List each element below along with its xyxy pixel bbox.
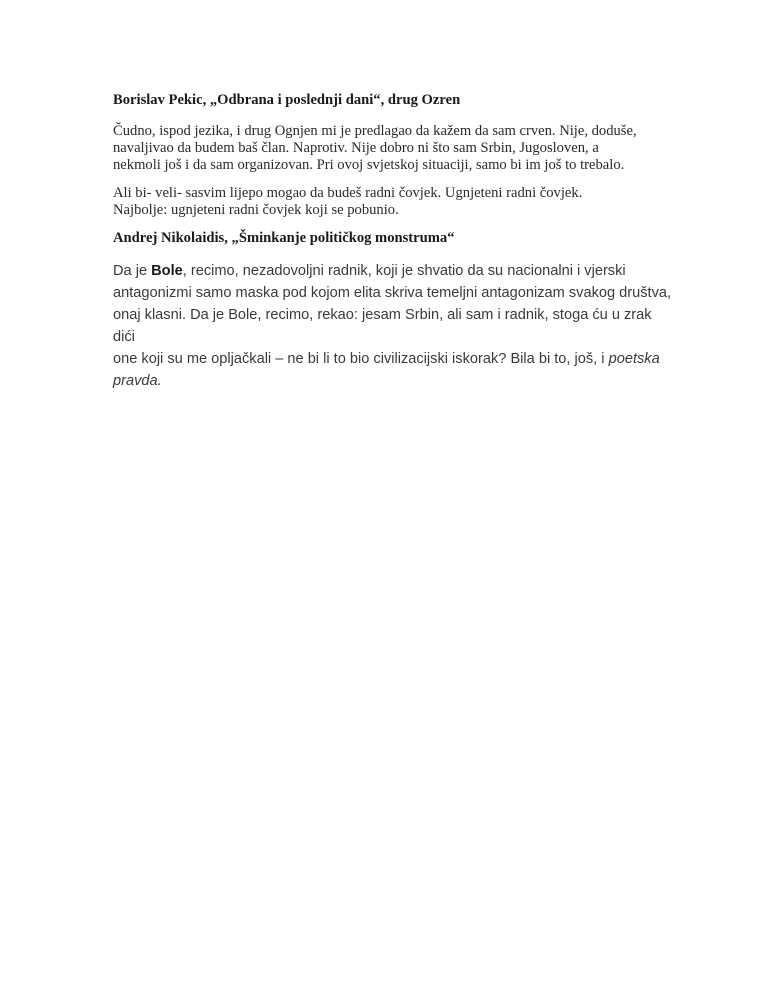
italic-phrase: pravda. <box>113 373 162 389</box>
text-line: onaj klasni. Da je Bole, recimo, rekao: jesam Srbin, ali sam i radnik, stoga ću u zrak dići <box>113 307 652 345</box>
bold-name: Bole <box>151 263 183 279</box>
paragraph-pekic-1 <box>113 123 673 174</box>
heading-nikolaidis: Andrej Nikolaidis, „Šminkanje političkog monstruma“ <box>113 230 455 246</box>
document-page <box>113 88 673 392</box>
heading-pekic: Borislav Pekic, „Odbrana i poslednji dani“, drug Ozren <box>113 92 461 108</box>
text-line: Najbolje: ugnjeteni radni čovjek koji se pobunio. <box>113 202 399 218</box>
text-line: antagonizmi samo maska pod kojom elita skriva temeljni antagonizam svakog društva, <box>113 285 672 301</box>
italic-phrase: poetska <box>608 351 660 367</box>
text-segment: , recimo, nezadovoljni radnik, koji je shvatio da su nacionalni i vjerski <box>182 263 626 279</box>
text-line: Čudno, ispod jezika, i drug Ognjen mi je predlagao da kažem da sam crven. Nije, doduše, <box>113 123 637 139</box>
text-line: navaljivao da budem baš član. Naprotiv. Nije dobro ni što sam Srbin, Jugosloven, a <box>113 140 599 156</box>
text-line: Ali bi- veli- sasvim lijepo mogao da budeš radni čovjek. Ugnjeteni radni čovjek. <box>113 185 583 201</box>
text-segment: Da je <box>113 263 152 279</box>
paragraph-nikolaidis <box>113 260 673 392</box>
text-line: one koji su me opljačkali – ne bi li to bio civilizacijski iskorak? Bila bi to, još, i <box>113 351 609 367</box>
paragraph-pekic-2 <box>113 185 673 219</box>
text-line: nekmoli još i da sam organizovan. Pri ovoj svjetskoj situaciji, samo bi im još to trebalo. <box>113 157 625 173</box>
